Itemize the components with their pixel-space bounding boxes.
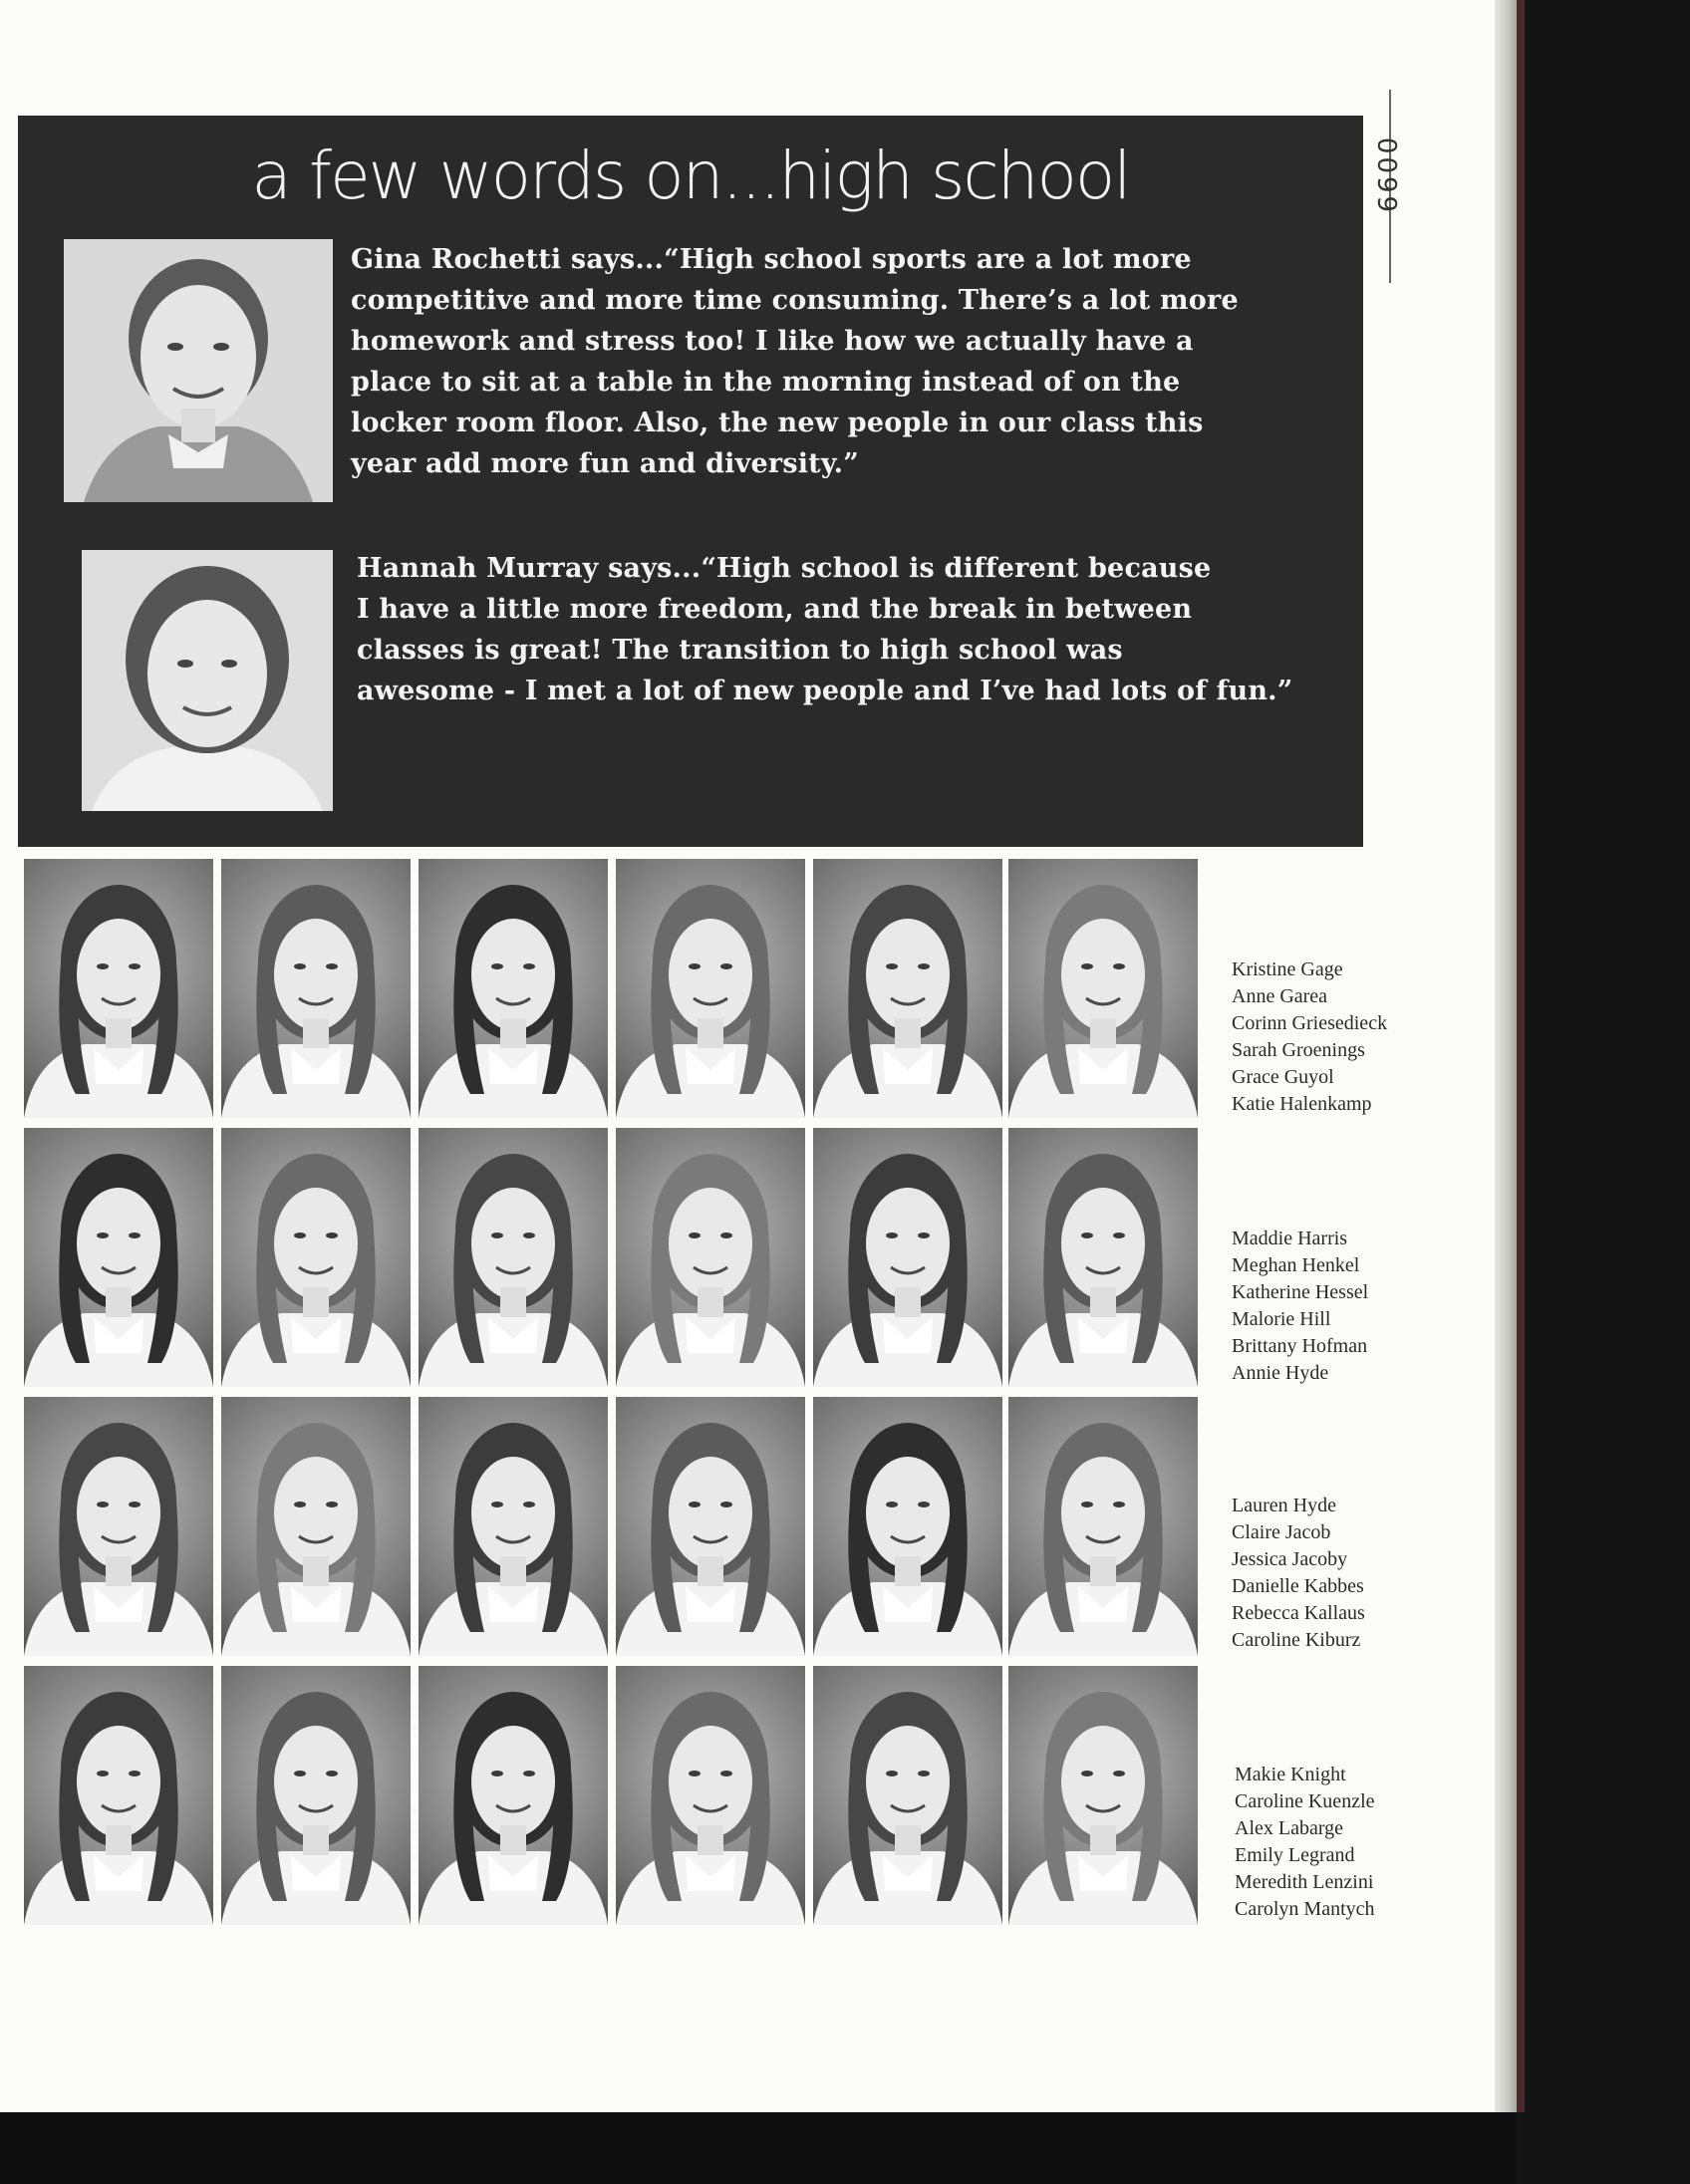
student-name: Brittany Hofman	[1232, 1335, 1368, 1357]
portrait-row	[24, 1666, 1198, 1925]
student-name: Carolyn Mantych	[1235, 1898, 1375, 1920]
student-name: Katherine Hessel	[1232, 1281, 1369, 1303]
student-name: Anne Garea	[1232, 985, 1328, 1007]
quote-hannah-murray	[357, 548, 1343, 711]
page-edge	[1495, 0, 1517, 2112]
student-name: Claire Jacob	[1232, 1521, 1331, 1543]
portrait-row	[24, 859, 1198, 1118]
student-name: Katie Halenkamp	[1232, 1093, 1372, 1115]
name-list	[1235, 1762, 1454, 1923]
student-portrait	[419, 859, 608, 1118]
page-folio	[1367, 90, 1413, 283]
student-name: Grace Guyol	[1232, 1066, 1334, 1088]
quote-line: locker room floor. Also, the new people in our class this	[351, 408, 1204, 438]
student-name: Annie Hyde	[1232, 1362, 1329, 1384]
student-portrait	[1008, 1397, 1198, 1656]
quote-line: classes is great! The transition to high school was	[357, 635, 1123, 666]
quote-line: I have a little more freedom, and the break in between	[357, 594, 1193, 625]
quote-portrait-hannah-murray	[82, 550, 333, 811]
student-portrait	[221, 1128, 411, 1387]
portrait-row	[24, 1397, 1198, 1656]
quote-line: place to sit at a table in the morning instead of on the	[351, 367, 1181, 398]
quote-line: homework and stress too! I like how we actually have a	[351, 326, 1194, 357]
student-name: Jessica Jacoby	[1232, 1548, 1348, 1570]
student-portrait	[1008, 1128, 1198, 1387]
student-portrait	[616, 859, 805, 1118]
student-name: Meghan Henkel	[1232, 1254, 1360, 1276]
student-name: Meredith Lenzini	[1235, 1871, 1374, 1893]
name-list	[1232, 1493, 1451, 1654]
student-portrait	[616, 1397, 805, 1656]
portrait-row	[24, 1128, 1198, 1387]
quote-line: Hannah Murray says...“High school is different because	[357, 553, 1212, 584]
student-name: Kristine Gage	[1232, 958, 1343, 980]
student-portrait	[419, 1666, 608, 1925]
book-spine	[1517, 0, 1690, 2184]
student-name: Malorie Hill	[1232, 1308, 1331, 1330]
student-name: Danielle Kabbes	[1232, 1575, 1364, 1597]
quote-line: awesome - I met a lot of new people and I’ve had lots of fun.”	[357, 676, 1293, 706]
student-name: Caroline Kuenzle	[1235, 1790, 1375, 1812]
page-number: 0099	[1371, 136, 1401, 216]
student-portrait	[419, 1397, 608, 1656]
student-name: Lauren Hyde	[1232, 1495, 1336, 1516]
quote-banner	[18, 116, 1363, 847]
student-portrait	[813, 1128, 1002, 1387]
student-name: Caroline Kiburz	[1232, 1629, 1361, 1651]
quote-line: competitive and more time consuming. There’s a lot more	[351, 285, 1239, 316]
spine-stripe	[1517, 0, 1525, 2112]
banner-title: a few words on...high school	[251, 137, 1130, 214]
quote-line: Gina Rochetti says...“High school sports are a lot more	[351, 244, 1192, 275]
quote-line: year add more fun and diversity.”	[351, 448, 859, 479]
student-portrait	[221, 1666, 411, 1925]
student-portrait	[616, 1666, 805, 1925]
student-name: Rebecca Kallaus	[1232, 1602, 1365, 1624]
student-name: Alex Labarge	[1235, 1817, 1344, 1839]
student-portrait	[24, 1397, 213, 1656]
student-portrait	[813, 1666, 1002, 1925]
student-portrait	[221, 859, 411, 1118]
student-name: Sarah Groenings	[1232, 1039, 1365, 1061]
student-portrait	[1008, 859, 1198, 1118]
student-name: Corinn Griesedieck	[1232, 1012, 1388, 1034]
student-portrait	[1008, 1666, 1198, 1925]
student-portrait	[221, 1397, 411, 1656]
student-portrait	[616, 1128, 805, 1387]
quote-portrait-gina-rochetti	[64, 239, 333, 502]
student-name: Maddie Harris	[1232, 1228, 1348, 1249]
student-portrait	[813, 1397, 1002, 1656]
name-list	[1232, 1226, 1451, 1387]
student-name: Emily Legrand	[1235, 1844, 1355, 1866]
student-portrait	[24, 859, 213, 1118]
student-portrait	[24, 1666, 213, 1925]
student-portrait	[24, 1128, 213, 1387]
student-portrait	[813, 859, 1002, 1118]
student-portrait	[419, 1128, 608, 1387]
quote-gina-rochetti	[351, 239, 1337, 484]
name-list	[1232, 956, 1451, 1118]
student-name: Makie Knight	[1235, 1764, 1346, 1785]
